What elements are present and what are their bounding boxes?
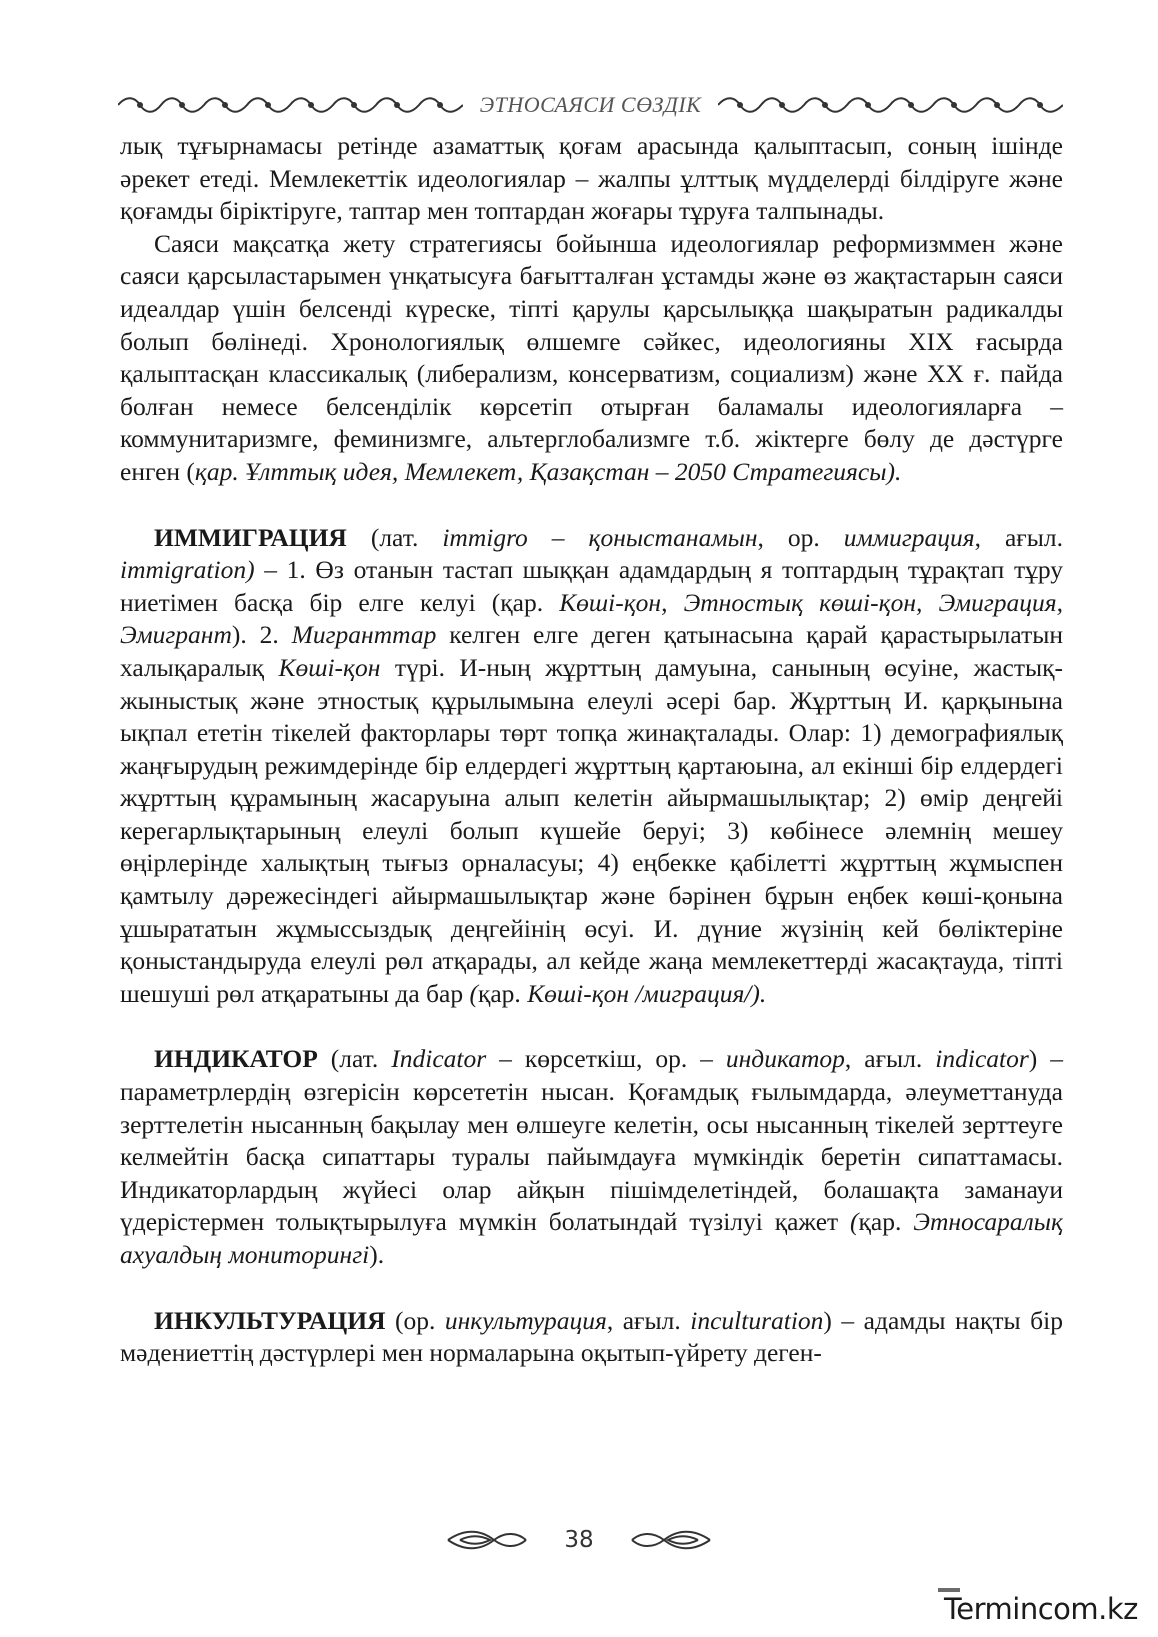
text-run: қар.	[858, 1207, 914, 1237]
entry-term: ИНКУЛЬТУРАЦИЯ	[154, 1305, 386, 1335]
text-run: ). 2.	[231, 620, 292, 650]
italic-text: (	[469, 978, 478, 1008]
text-run: (ор.	[385, 1305, 445, 1335]
watermark-label: Termincom.kz	[944, 1592, 1138, 1626]
paragraph	[120, 522, 1063, 1011]
italic-text: immigration)	[120, 555, 255, 585]
text-run: – 1. Өз отанын тастап шыққан адамдардың я топтардың тұрақтап тұру ниетімен басқа бір елге келуі (қар.	[120, 555, 1063, 617]
italic-text: indicator	[935, 1044, 1029, 1074]
text-run: , ағыл.	[974, 522, 1064, 552]
text-run: (лат.	[346, 522, 443, 552]
text-run: ).	[369, 1240, 385, 1269]
italic-text: Көші-қон, Этностық көші-қон, Эмиграция, Эмигрант	[120, 587, 1063, 650]
text-run: , ор.	[757, 522, 844, 552]
text-run: , ағыл.	[844, 1044, 936, 1074]
italic-text: Көші-қон /миграция/).	[527, 978, 767, 1008]
page-number: 38	[564, 1527, 594, 1553]
italic-text: индикатор	[725, 1044, 845, 1074]
dictionary-body	[120, 130, 1063, 1370]
italic-text: Мигранттар	[291, 620, 437, 650]
italic-text: Көші-қон	[278, 652, 381, 682]
flourish-right-icon	[630, 1529, 712, 1551]
italic-text: қар. Ұлттық идея, Мемлекет, Қазақстан – 2050 Стратегиясы).	[194, 456, 902, 486]
paragraph	[120, 130, 1063, 228]
paragraph	[120, 1305, 1063, 1370]
ornament-band-right-icon	[718, 94, 1063, 116]
flourish-left-icon	[446, 1529, 528, 1551]
text-run: (лат.	[317, 1044, 392, 1074]
header-title: ЭТНОСАЯСИ СӨЗДІК	[479, 92, 702, 117]
ornament-band-left-icon	[118, 94, 463, 116]
paragraph	[120, 228, 1063, 489]
text-run: , ағыл.	[606, 1305, 691, 1335]
watermark-bar-icon	[938, 1588, 960, 1592]
paragraph	[120, 1043, 1063, 1271]
italic-text: иммиграция	[843, 522, 975, 552]
italic-text: (	[850, 1207, 859, 1237]
entry-term: ИММИГРАЦИЯ	[154, 522, 347, 552]
site-watermark	[944, 1589, 1144, 1629]
text-run: қар.	[477, 978, 528, 1008]
entry-term: ИНДИКАТОР	[154, 1044, 318, 1074]
text-run: түрі. И-ның жұрттың дамуына, санының өсуіне, жастық-жыныстық және этностық құрылымына елеулі әсері бар. Жұрттың И. қарқынына ықпал ететін тікелей факторлары төрт топқа жинақталады. Олар: 1) демографиялық жаңғырудың режимдерінде бір елдердегі жұрттың қартаюына, ал екінші бір елдердегі жұрттың құрамының жасаруына алып келетін айырмашылықтар; 2) өмір деңгейі керегарлықтарының елеулі болып күшейе беруі; 3) көбінесе әлемнің мешеу өңірлерінде халықтың тығыз орналасуы; 4) еңбекке қабілетті жұрттың жұмыспен қамтылу дәрежесіндегі айырмашылықтар және бәрінен бұрын еңбек көші-қонына ұшырататын жұмыссыздық деңгейінің өсуі. И. дүние жүзінің кей бөліктеріне қоныстандыруда елеулі рөл атқарады, ал кейде жаңа мемлекеттерді жасақтауда, тіпті шешуші рөл атқаратыны да бар	[120, 652, 1063, 1008]
italic-text: immigro – қоныстанамын	[442, 522, 758, 552]
italic-text: Этносаралық ахуалдың мониторингі	[120, 1207, 1063, 1269]
italic-text: inculturation	[690, 1305, 824, 1335]
italic-text: Indicator	[391, 1044, 487, 1074]
text-run: – көрсеткіш, ор. –	[486, 1044, 726, 1074]
text-run: ) – параметрлердің өзгерісін көрсететін нысан. Қоғамдық ғылымдарда, әлеуметтануда зерттелетін нысанның бақылау мен өлшеуге келетін, осы нысанның тікелей зерттеуге келмейтін басқа сипаттары туралы пайымдауға мүмкіндік беретін сипаттамасы. Индикаторлардың жүйесі олар айқын пішімделетіндей, болашақта заманауи үдерістермен толықтырылуға мүмкін болатындай түзілуі қажет	[120, 1044, 1064, 1237]
text-run: лық тұғырнамасы ретінде азаматтық қоғам арасында қалыптасып, соның ішінде әрекет етеді. Мемлекеттік идеологиялар – жалпы ұлттық мүдделерді білдіруге және қоғамды біріктіруге, таптар мен топтардан жоғары тұруға талпынады.	[120, 131, 1063, 226]
page-footer	[0, 1520, 1158, 1560]
running-header	[118, 88, 1063, 122]
text-run: Саяси мақсатқа жету стратегиясы бойынша идеологиялар реформизммен және саяси қарсыластарымен үнқатысуға бағытталған ұстамды және өз жақтастарын саяси идеалдар үшін белсенді күреске, тіпті қарулы қарсылыққа шақыратын радикалды болып бөлінеді. Хронологиялық өлшемге сәйкес, идеологияны ХІХ ғасырда қалыптасқан классикалық (либерализм, консерватизм, социализм) және ХХ ғ. пайда болған немесе белсенділік көрсетіп отырған баламалы идеологияларға – коммунитаризмге, феминизмге, альтерглобализмге т.б. жіктерге бөлу де дәстүрге енген (	[120, 228, 1063, 486]
text-run: ) – адамды нақты бір мәдениеттің дәстүрлері мен нормаларына оқытып-үйрету деген-	[120, 1305, 1063, 1368]
text-run: келген елге деген қатынасына қарай қарастырылатын халықаралық	[120, 620, 1063, 682]
watermark-text	[944, 1592, 1138, 1626]
italic-text: инкультурация	[444, 1305, 607, 1335]
